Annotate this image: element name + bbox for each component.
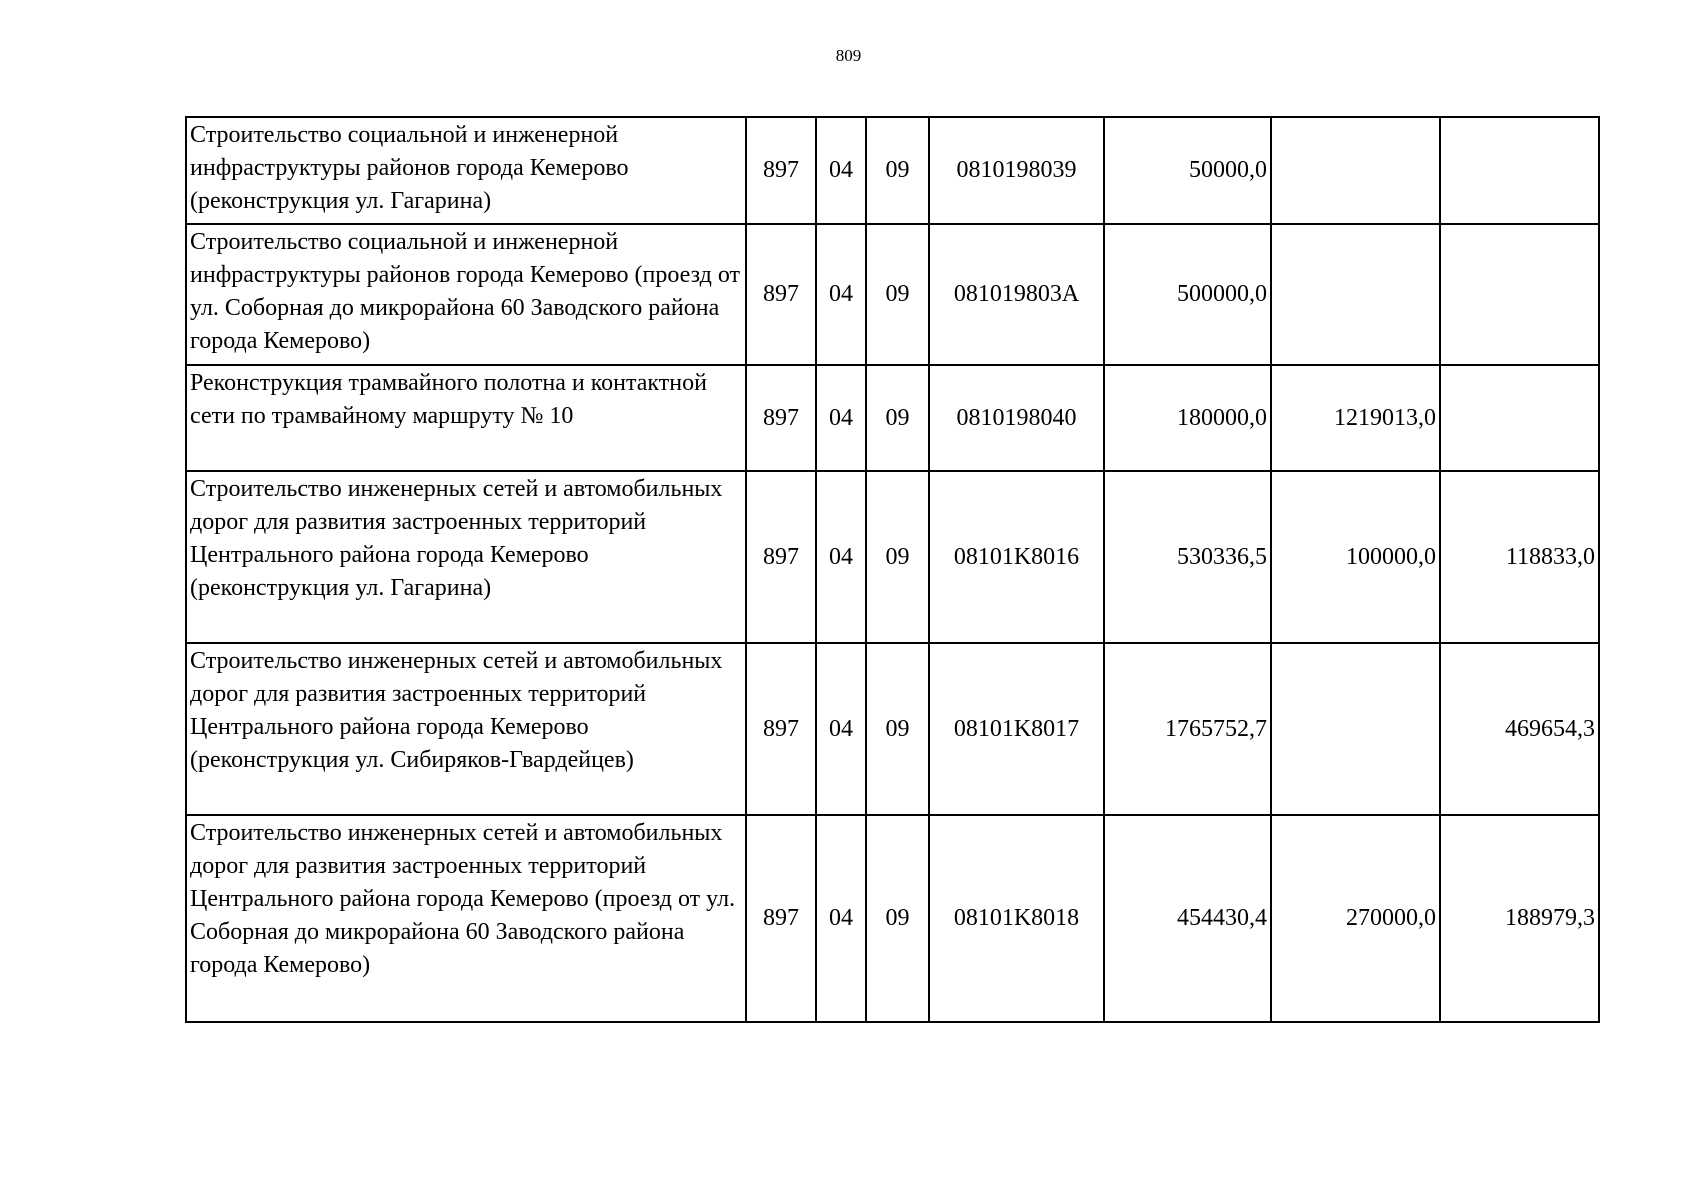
amount-3: 188979,3: [1440, 815, 1599, 1022]
target-code: 0810198040: [929, 365, 1104, 471]
subsection-code: 09: [866, 365, 929, 471]
table-row: [186, 815, 1599, 1022]
table-row: [186, 471, 1599, 643]
subsection-code: 09: [866, 117, 929, 224]
target-code: 0810198039: [929, 117, 1104, 224]
amount-3: [1440, 224, 1599, 365]
section-code: 04: [816, 815, 866, 1022]
row-name: Реконструкция трамвайного полотна и контактной сети по трамвайному маршруту № 10: [186, 365, 746, 471]
subsection-code: 09: [866, 471, 929, 643]
amount-2: 270000,0: [1271, 815, 1440, 1022]
row-name: Строительство инженерных сетей и автомобильных дорог для развития застроенных территорий Центрального района города Кемерово (проезд от ул. Соборная до микрорайона 60 Заводского района города Кемерово): [186, 815, 746, 1022]
subsection-code: 09: [866, 643, 929, 815]
budget-table: [185, 116, 1600, 1023]
target-code: 081019803А: [929, 224, 1104, 365]
amount-3: 118833,0: [1440, 471, 1599, 643]
table-row: [186, 224, 1599, 365]
ministry-code: 897: [746, 643, 816, 815]
amount-2: [1271, 224, 1440, 365]
amount-1: 530336,5: [1104, 471, 1271, 643]
amount-3: [1440, 365, 1599, 471]
row-name: Строительство социальной и инженерной инфраструктуры районов города Кемерово (проезд от ул. Соборная до микрорайона 60 Заводского района города Кемерово): [186, 224, 746, 365]
page-number: 809: [835, 46, 862, 65]
amount-2: [1271, 117, 1440, 224]
amount-3: [1440, 117, 1599, 224]
ministry-code: 897: [746, 815, 816, 1022]
table-row: [186, 365, 1599, 471]
row-name: Строительство инженерных сетей и автомобильных дорог для развития застроенных территорий Центрального района города Кемерово (реконструкция ул. Гагарина): [186, 471, 746, 643]
subsection-code: 09: [866, 224, 929, 365]
section-code: 04: [816, 643, 866, 815]
table-row: [186, 643, 1599, 815]
ministry-code: 897: [746, 471, 816, 643]
amount-2: 100000,0: [1271, 471, 1440, 643]
section-code: 04: [816, 224, 866, 365]
subsection-code: 09: [866, 815, 929, 1022]
target-code: 08101K8016: [929, 471, 1104, 643]
amount-3: 469654,3: [1440, 643, 1599, 815]
ministry-code: 897: [746, 224, 816, 365]
target-code: 08101K8017: [929, 643, 1104, 815]
table-row: [186, 117, 1599, 224]
amount-1: 500000,0: [1104, 224, 1271, 365]
section-code: 04: [816, 471, 866, 643]
amount-1: 454430,4: [1104, 815, 1271, 1022]
amount-2: [1271, 643, 1440, 815]
amount-1: 50000,0: [1104, 117, 1271, 224]
amount-1: 1765752,7: [1104, 643, 1271, 815]
target-code: 08101K8018: [929, 815, 1104, 1022]
ministry-code: 897: [746, 117, 816, 224]
amount-2: 1219013,0: [1271, 365, 1440, 471]
section-code: 04: [816, 117, 866, 224]
amount-1: 180000,0: [1104, 365, 1271, 471]
row-name: Строительство социальной и инженерной инфраструктуры районов города Кемерово (реконструкция ул. Гагарина): [186, 117, 746, 224]
row-name: Строительство инженерных сетей и автомобильных дорог для развития застроенных территорий Центрального района города Кемерово (реконструкция ул. Сибиряков-Гвардейцев): [186, 643, 746, 815]
section-code: 04: [816, 365, 866, 471]
ministry-code: 897: [746, 365, 816, 471]
